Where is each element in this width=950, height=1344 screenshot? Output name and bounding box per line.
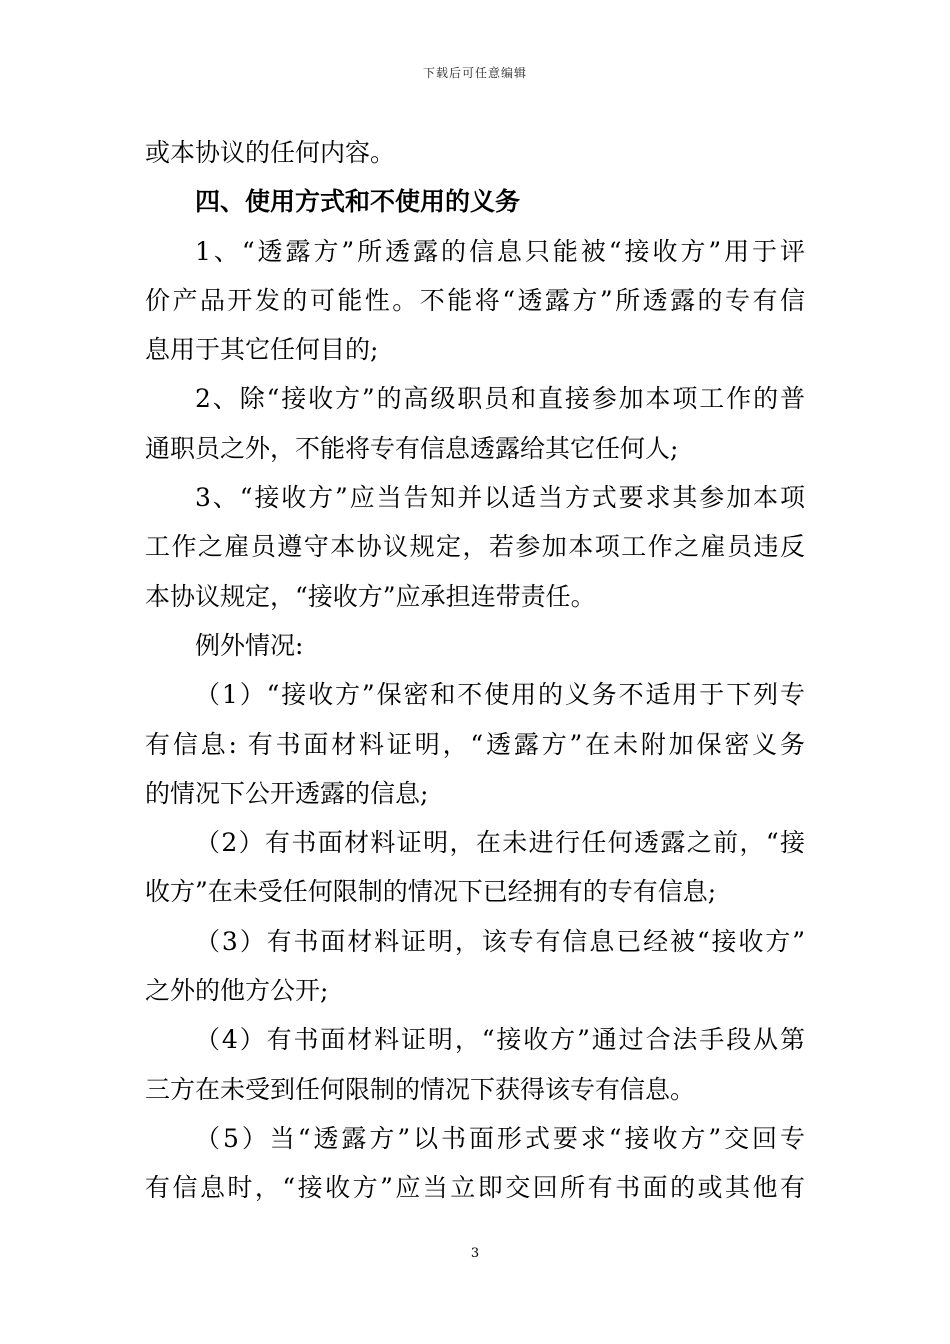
paragraph-line: 例外情况:	[195, 630, 304, 660]
paragraph-line: 有信息时，“接收方”应当立即交回所有书面的或其他有	[145, 1173, 805, 1203]
paragraph-line: 2、除“接收方”的高级职员和直接参加本项工作的普	[195, 384, 805, 414]
paragraph-line: 息用于其它任何目的;	[145, 335, 379, 365]
paragraph-line: 有信息: 有书面材料证明，“透露方”在未附加保密义务	[145, 729, 805, 759]
paragraph-line: 3、“接收方”应当告知并以适当方式要求其参加本项	[195, 483, 805, 513]
paragraph-line: （5）当“透露方”以书面形式要求“接收方”交回专	[195, 1123, 805, 1153]
paragraph-line: 通职员之外，不能将专有信息透露给其它任何人;	[145, 433, 679, 463]
paragraph-line: 的情况下公开透露的信息;	[145, 778, 429, 808]
paragraph-line: 或本协议的任何内容。	[145, 138, 396, 167]
paragraph-line: 收方”在未受任何限制的情况下已经拥有的专有信息;	[145, 877, 717, 907]
paragraph-line: 三方在未受到任何限制的情况下获得该专有信息。	[145, 1074, 696, 1104]
paragraph-line: 1、“透露方”所透露的信息只能被“接收方”用于评	[195, 236, 805, 266]
document-body	[145, 128, 805, 1213]
paragraph-line: （3）有书面材料证明，该专有信息已经被“接收方”	[195, 926, 805, 956]
paragraph-line: （1）“接收方”保密和不使用的义务不适用于下列专	[195, 680, 805, 710]
page-header-note: 下载后可任意编辑	[422, 66, 527, 80]
page-number: 3	[470, 1246, 480, 1261]
paragraph-line: 价产品开发的可能性。不能将“透露方”所透露的专有信	[145, 285, 805, 315]
section-heading: 四、使用方式和不使用的义务	[195, 187, 521, 217]
paragraph-line: 工作之雇员遵守本协议规定，若参加本项工作之雇员违反	[145, 532, 805, 562]
paragraph-line: 本协议规定，“接收方”应承担连带责任。	[145, 581, 596, 611]
paragraph-line: 之外的他方公开;	[145, 976, 329, 1006]
paragraph-line: （2）有书面材料证明，在未进行任何透露之前，“接	[195, 828, 805, 858]
paragraph-line: （4）有书面材料证明，“接收方”通过合法手段从第	[195, 1025, 805, 1055]
